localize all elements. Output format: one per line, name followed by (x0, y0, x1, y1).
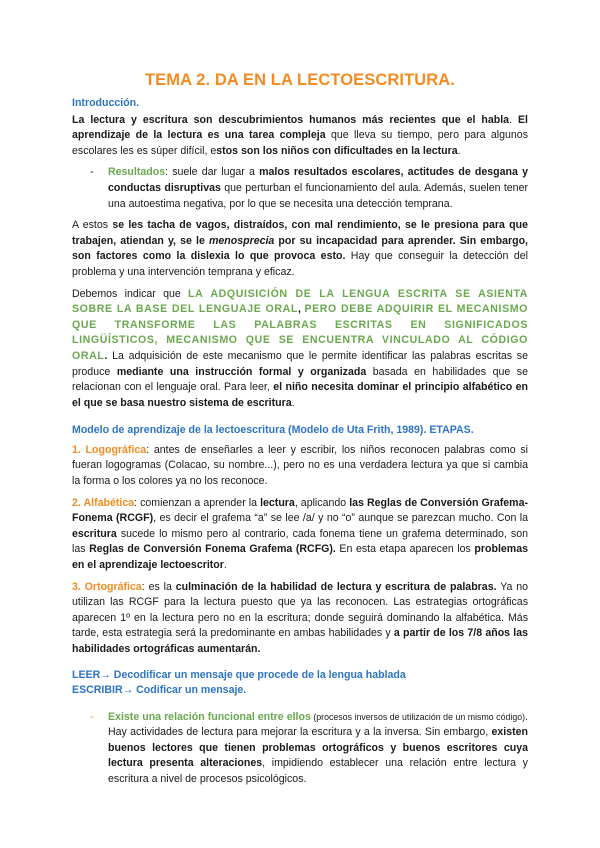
text-run: stos son los niños con dificultades en la lectura (216, 144, 458, 157)
text-run: . (223, 559, 227, 572)
text-run: : comienzan a aprender la (134, 496, 261, 509)
text-run: basada en habilidades que se relacionan con el lenguaje oral. Para leer, (72, 365, 528, 394)
page-title: TEMA 2. DA EN LA LECTOESCRITURA. (145, 71, 455, 89)
text-run: que perturban el funcionamiento del aula. Además, suelen tener una autoestima negativa, por lo que se necesita una detección temprana. (108, 181, 528, 210)
intro-paragraph-2 (72, 218, 528, 280)
text-run: El aprendizaje de la lectura es una tarea compleja (72, 113, 528, 142)
text-run: . (291, 396, 295, 409)
bullet-dash: - (90, 166, 94, 179)
text-run: . (104, 349, 108, 362)
text-run: PERO DEBE ADQUIRIR EL MECANISMO QUE TRANSFORME LAS PALABRAS ESCRITAS EN SIGNIFICADOS LINGÜÍSTICOS, MECANISMO QUE SE ENCUENTRA VINCULADO AL CÓDIGO ORAL (72, 303, 528, 362)
text-run: mediante una instrucción formal y organizada (116, 365, 367, 378)
stage-alfabetica (72, 496, 528, 574)
text-run: Reglas de Conversión Fonema Grafema (RCFG). (89, 543, 336, 556)
document-page (72, 70, 528, 794)
text-run: a partir de los 7/8 años las habilidades ortográficas aumentarán. (72, 627, 528, 655)
text-run: Existe una relación funcional entre ellos (108, 710, 311, 723)
text-run: 1. Logográfica (72, 443, 147, 456)
text-run: . Hay actividades de lectura para mejorar la escritura y a la inversa. Sin embargo, (108, 710, 528, 739)
text-run: , aplicando (294, 496, 350, 509)
leer-escribir-block (72, 668, 528, 698)
text-run: por su incapacidad para aprender. Sin embargo, son factores como la dislexia lo que provoca esto. (72, 234, 528, 263)
bullet-dash: - (90, 710, 94, 723)
leer-definition: LEER→ Decodificar un mensaje que procede de la lengua hablada (72, 668, 406, 681)
escribir-definition: ESCRIBIR→ Codificar un mensaje. (72, 683, 247, 696)
bullet-resultados (72, 165, 528, 212)
model-heading: Modelo de aprendizaje de la lectoescritura (Modelo de Uta Frith, 1989). ETAPAS. (72, 424, 474, 437)
text-run: se les tacha de vagos, distraídos, con mal rendimiento, se le presiona para que trabajen, atiendan y, se le (72, 219, 528, 247)
stage-logografica (72, 443, 528, 490)
text-run: : es la (141, 580, 176, 593)
text-run: las Reglas de Conversión Grafema-Fonema (RCGF) (72, 496, 528, 525)
text-run: En esta etapa aparecen los (335, 543, 475, 556)
text-run: Hay que conseguir la detección del problema y una intervención temprana y eficaz. (72, 250, 528, 278)
bullet-resultados-text (108, 166, 528, 209)
text-run: LA ADQUISICIÓN DE LA LENGUA ESCRITA SE ASIENTA SOBRE LA BASE DEL LENGUAJE ORAL (72, 287, 528, 316)
text-run: 2. Alfabética (72, 496, 135, 509)
text-run: Ya no utilizan las RCGF para la lectura puesto que ya las reconocen. Las estrategias ortográficas aparecen 1º en la lectura pero no en la escritura; donde seguirá dominando la alfabética. Más tarde, esta estrategia será la predominante en ambas habilidades y (72, 580, 528, 640)
text-run: el niño necesita dominar el principio alfabético en el que se basa nuestro sistema de escritura (72, 381, 528, 409)
text-run: . (457, 144, 461, 157)
text-run: La adquisición de este mecanismo que le permite identificar las palabras escritas se produce (72, 349, 528, 378)
text-run: Resultados (108, 166, 166, 179)
text-run: malos resultados escolares, actitudes de desgana y conductas disruptivas (108, 166, 528, 194)
text-run: , impidiendo establecer una relación entre lectura y escritura a nivel de procesos psicológicos. (108, 757, 528, 785)
text-run: , es decir el grafema “a” se lee /a/ y no “o” aunque se parezcan mucho. Con la (153, 512, 528, 525)
text-run: La lectura y escritura son descubrimientos humanos más recientes que el habla (72, 113, 510, 126)
text-run: 3. Ortográfica (72, 580, 142, 593)
text-run: culminación de la habilidad de lectura y escritura de palabras. (175, 580, 497, 593)
text-run: (procesos inversos de utilización de un mismo código) (310, 711, 526, 722)
text-run: : antes de enseñarles a leer y escribir, los niños reconocen palabras como si fueran logogramas (Colacao, su nombre...), pero no es una verdadera lectura ya que si cambia la forma o los colores ya no los reconoce. (72, 443, 528, 488)
intro-heading: Introducción. (72, 97, 140, 109)
text-run: escritura (72, 527, 117, 540)
stage-ortografica (72, 580, 528, 658)
text-run: . (509, 113, 518, 126)
bullet-relacion-funcional (72, 710, 528, 788)
text-run: lectura (260, 496, 295, 509)
text-run: menosprecia (208, 234, 275, 247)
text-run: existen buenos lectores que tienen problemas ortográficos y buenos escritores cuya lectura presenta alteraciones (108, 726, 528, 770)
text-run: : suele dar lugar a (165, 166, 260, 179)
intro-paragraph-1 (72, 113, 528, 160)
text-run: Debemos indicar que (72, 287, 189, 300)
text-run: que lleva su tiempo, pero para algunos escolares les es súper difícil, e (72, 129, 528, 157)
intro-paragraph-3 (72, 287, 528, 412)
text-run: A estos (72, 219, 113, 232)
bullet-relacion-text (108, 711, 528, 785)
text-run: , (297, 303, 305, 316)
text-run: sucede lo mismo pero al contrario, cada fonema tiene un grafema determinado, son las (72, 527, 528, 556)
text-run: problemas en el aprendizaje lectoescritor (72, 543, 528, 572)
